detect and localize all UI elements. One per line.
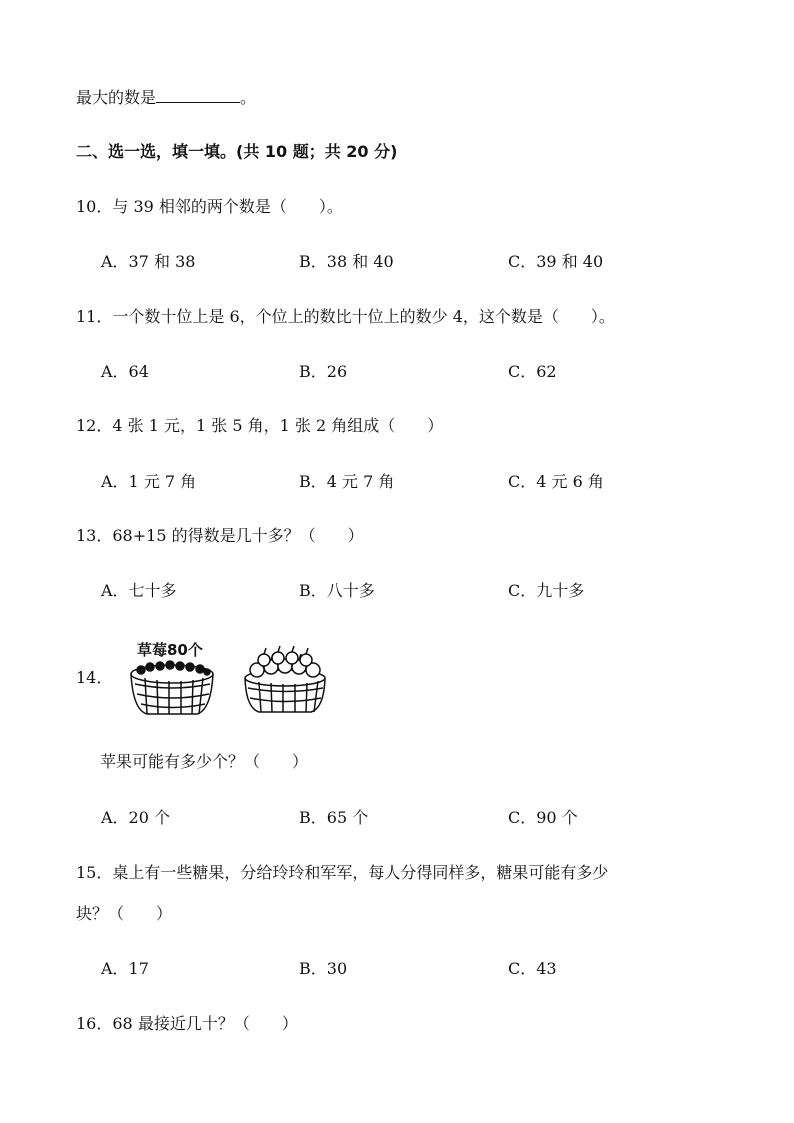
option-c[interactable]: C．62 [508, 362, 557, 381]
strawberry-basket-icon [131, 661, 213, 714]
option-a[interactable]: A．20 个 [101, 808, 171, 827]
option-b[interactable]: B．八十多 [299, 581, 375, 600]
section-heading: 二、选一选，填一填。(共 10 题；共 20 分) [76, 142, 398, 161]
option-c[interactable]: C．90 个 [508, 808, 578, 827]
basket-figure [125, 640, 335, 722]
question-text: 68+15 的得数是几十多？（ ） [112, 526, 364, 545]
question-16 [76, 1012, 298, 1036]
fill-blank-prefix: 最大的数是 [76, 88, 157, 107]
question-number: 10． [76, 197, 113, 216]
answer-blank[interactable] [156, 86, 240, 103]
fill-blank-suffix: 。 [240, 88, 257, 107]
option-a[interactable]: A．64 [101, 362, 149, 381]
question-text: 4 张 1 元，1 张 5 角，1 张 2 角组成（ ） [112, 416, 444, 435]
option-b[interactable]: B．65 个 [299, 808, 369, 827]
option-a[interactable]: A．七十多 [101, 581, 177, 600]
question-13 [76, 524, 364, 548]
question-number: 16． [76, 1014, 113, 1033]
option-b[interactable]: B．4 元 7 角 [299, 472, 395, 491]
question-text: 桌上有一些糖果，分给玲玲和军军，每人分得同样多，糖果可能有多少 [112, 863, 609, 882]
fill-blank-line [76, 86, 256, 110]
option-c[interactable]: C．4 元 6 角 [508, 472, 604, 491]
question-text: 一个数十位上是 6，个位上的数比十位上的数少 4，这个数是（ ）。 [112, 307, 615, 326]
option-a[interactable]: A．1 元 7 角 [101, 472, 197, 491]
question-14-text: 苹果可能有多少个？（ ） [100, 752, 309, 771]
question-number: 13． [76, 526, 113, 545]
option-b[interactable]: B．38 和 40 [299, 252, 394, 271]
option-b[interactable]: B．26 [299, 362, 348, 381]
question-11 [76, 305, 615, 329]
question-number: 12． [76, 416, 113, 435]
question-15 [76, 861, 608, 885]
question-14-number: 14． [76, 668, 113, 687]
question-12 [76, 414, 443, 438]
question-text: 68 最接近几十？（ ） [112, 1014, 298, 1033]
option-c[interactable]: C．39 和 40 [508, 252, 604, 271]
option-a[interactable]: A．17 [101, 959, 149, 978]
option-a[interactable]: A．37 和 38 [101, 252, 196, 271]
option-c[interactable]: C．43 [508, 959, 557, 978]
question-10 [76, 195, 343, 219]
option-c[interactable]: C．九十多 [508, 581, 585, 600]
option-b[interactable]: B．30 [299, 959, 348, 978]
apple-basket-icon [245, 646, 325, 712]
question-number: 15． [76, 863, 113, 882]
figure-label: 草莓80个 [137, 641, 203, 659]
question-15-continued: 块？（ ） [76, 904, 173, 923]
question-text: 与 39 相邻的两个数是（ ）。 [112, 197, 343, 216]
question-number: 11． [76, 307, 113, 326]
